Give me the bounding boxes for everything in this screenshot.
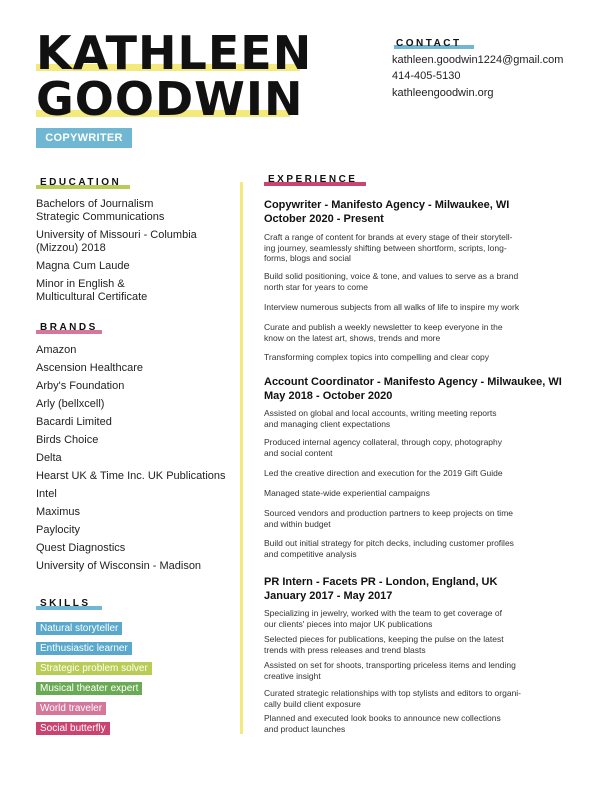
education-line: University of Missouri - Columbia (Mizzou) 2018: [36, 229, 197, 254]
job-dates: January 2017 - May 2017: [264, 590, 393, 602]
job-bullet: Produced internal agency collateral, through copy, photography and social content: [264, 437, 502, 458]
job-dates: May 2018 - October 2020: [264, 390, 393, 402]
education-line: Bachelors of Journalism Strategic Communications: [36, 198, 165, 223]
brand-item: University of Wisconsin - Madison: [36, 560, 202, 572]
job-bullet: Assisted on global and local accounts, writing meeting reports and managing client expectations: [264, 408, 497, 429]
first-name: KATHLEEN: [36, 26, 313, 80]
skill-tag: Musical theater expert: [36, 682, 142, 695]
skill-tag: Strategic problem solver: [36, 662, 152, 675]
job-bullet: Build out initial strategy for pitch decks, including customer profiles and competitive analysis: [264, 538, 514, 559]
last-name: GOODWIN: [36, 72, 304, 126]
contact-website[interactable]: kathleengoodwin.org: [392, 87, 494, 99]
brand-item: Delta: [36, 452, 62, 464]
role-badge: COPYWRITER: [36, 128, 132, 148]
job-title: PR Intern - Facets PR - London, England, UK: [264, 576, 498, 588]
brand-item: Birds Choice: [36, 434, 99, 446]
brand-item: Bacardi Limited: [36, 416, 112, 428]
job-bullet: Assisted on set for shoots, transporting priceless items and lending creative insight: [264, 660, 516, 681]
job-title: Copywriter - Manifesto Agency - Milwaukee, WI: [264, 199, 510, 211]
job-bullet: Curated strategic relationships with top stylists and editors to organi- cally build client exposure: [264, 688, 522, 709]
brand-item: Ascension Healthcare: [36, 362, 144, 374]
brand-item: Amazon: [36, 344, 77, 356]
job-bullet: Planned and executed look books to announce new collections and product launches: [264, 713, 501, 734]
brands-heading: BRANDS: [40, 322, 98, 333]
column-divider: [240, 182, 243, 734]
job-bullet: Build solid positioning, voice & tone, and values to serve as a brand north star for years to come: [264, 271, 519, 292]
job-bullet: Sourced vendors and production partners to keep projects on time and within budget: [264, 508, 514, 529]
experience-heading: EXPERIENCE: [268, 174, 358, 185]
brand-item: Intel: [36, 488, 57, 500]
contact-email[interactable]: kathleen.goodwin1224@gmail.com: [392, 54, 564, 66]
brand-item: Arly (bellxcell): [36, 398, 105, 410]
job-bullet: Curate and publish a weekly newsletter to keep everyone in the know on the latest art, shows, trends and more: [264, 322, 503, 343]
job-bullet: Led the creative direction and execution for the 2019 Gift Guide: [264, 468, 503, 478]
education-heading: EDUCATION: [40, 177, 122, 188]
job-bullet: Craft a range of content for brands at every stage of their storytell- ing journey, seamlessly shifting between shortform, scripts, long- forms, blogs and social: [264, 232, 513, 263]
contact-phone[interactable]: 414-405-5130: [392, 70, 461, 82]
skill-tag: World traveler: [36, 702, 106, 715]
education-line: Minor in English & Multicultural Certificate: [36, 278, 148, 303]
skill-tag: Social butterfly: [36, 722, 110, 735]
job-title: Account Coordinator - Manifesto Agency - Milwaukee, WI: [264, 376, 562, 388]
skill-tag: Natural storyteller: [36, 622, 122, 635]
job-bullet: Selected pieces for publications, keeping the pulse on the latest trends with press releases and trend blasts: [264, 634, 504, 655]
skills-heading: SKILLS: [40, 598, 91, 609]
education-line: Magna Cum Laude: [36, 260, 130, 272]
job-bullet: Interview numerous subjects from all walks of life to inspire my work: [264, 302, 520, 312]
contact-heading: CONTACT: [396, 38, 462, 49]
brand-item: Quest Diagnostics: [36, 542, 126, 554]
skill-tag: Enthusiastic learner: [36, 642, 132, 655]
brand-item: Hearst UK & Time Inc. UK Publications: [36, 470, 226, 482]
job-bullet: Transforming complex topics into compelling and clear copy: [264, 352, 490, 362]
brand-item: Maximus: [36, 506, 81, 518]
job-bullet: Specializing in jewelry, worked with the team to get coverage of our clients' pieces into major UK publications: [264, 608, 502, 629]
job-dates: October 2020 - Present: [264, 213, 384, 225]
brand-item: Arby's Foundation: [36, 380, 125, 392]
brand-item: Paylocity: [36, 524, 81, 536]
job-bullet: Managed state-wide experiential campaigns: [264, 488, 430, 498]
